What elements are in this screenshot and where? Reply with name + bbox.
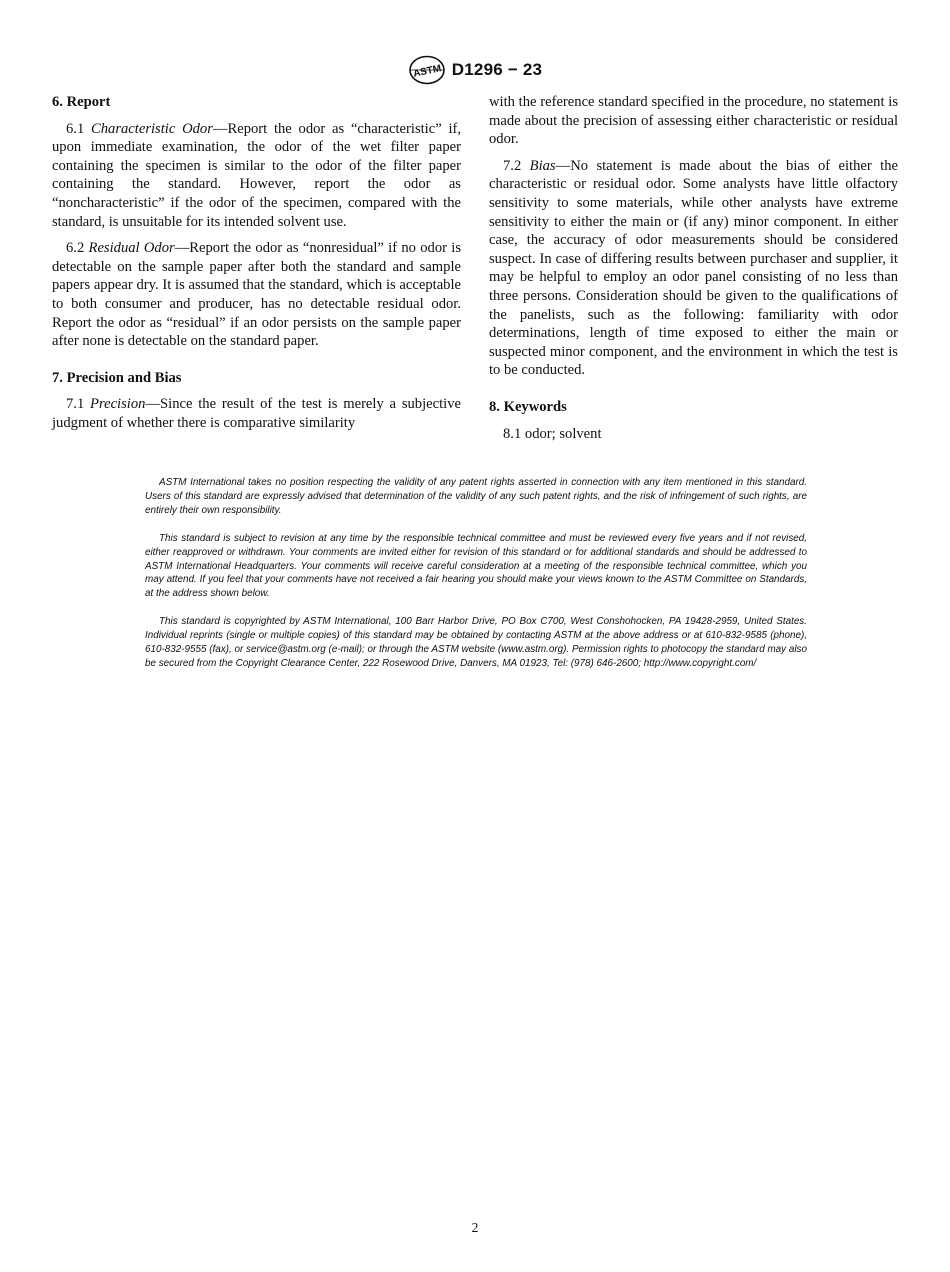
section-6-heading: 6. Report: [52, 94, 111, 110]
patent-notice: ASTM International takes no position respecting the validity of any patent rights asserted in connection with any item mentioned in this standard. Users of this standard are expressly advised that determination of the validity of any such patent rights, and the risk of infringement of such rights, are entirely their own responsibility.: [145, 477, 807, 516]
term-precision: Precision: [90, 396, 146, 413]
paragraph-7-2: 7.2 Bias—No statement is made about the bias of either the characteristic or residual odor. Some analysts have little olfactory sensitivity to some materials, while other analysts have extreme sensitivity to either the main or (if any) minor component. In either case, the accuracy of odor measurements should be considered suspect. In case of differing results between purchaser and supplier, it may be helpful to employ an odor panel consisting of no less than three persons. Consideration should be given to the qualifications of the panelists, such as the following: familiarity with odor determinations, length of time exposed to either the main or suspected minor component, and the environment in which the test is to be conducted.: [489, 157, 898, 379]
footer-notices: [145, 476, 807, 685]
svg-text:ASTM: ASTM: [412, 63, 443, 80]
term-characteristic-odor: Characteristic Odor: [91, 120, 213, 137]
copyright-notice: This standard is copyrighted by ASTM International, 100 Barr Harbor Drive, PO Box C700, West Conshohocken, PA 19428-2959, United States. Individual reprints (single or multiple copies) of this standard may be obtained by contacting ASTM at the above address or at 610-832-9585 (phone), 610-832-9555 (fax), or service@astm.org (e-mail); or through the ASTM website (www.astm.org). Permission rights to photocopy the standard may also be secured from the Copyright Clearance Center, 222 Rosewood Drive, Danvers, MA 01923, Tel: (978) 646-2600; http://www.copyright.com/: [145, 616, 807, 669]
astm-logo: [408, 55, 446, 85]
document-designation: D1296 − 23: [451, 60, 543, 79]
page-header: [0, 55, 950, 85]
paragraph-6-2: 6.2 Residual Odor—Report the odor as “nonresidual” if no odor is detectable on the sample paper after both the standard and sample papers appear dry. It is assumed that the standard, which is acceptable to both consumer and producer, has no detectable residual odor. Report the odor as “residual” if an odor persists on the sample paper after none is detectable on the standard paper.: [52, 240, 461, 350]
term-residual-odor: Residual Odor: [88, 240, 175, 257]
right-column: [489, 93, 898, 451]
left-column: [52, 93, 461, 441]
paragraph-7-1-continued: with the reference standard specified in the procedure, no statement is made about the precision of assessing either characteristic or residual odor.: [489, 94, 898, 148]
term-bias: Bias: [529, 157, 556, 174]
paragraph-8-1: 8.1 odor; solvent: [503, 425, 602, 442]
paragraph-7-1: 7.1 Precision—Since the result of the test is merely a subjective judgment of whether there is comparative similarity: [52, 396, 461, 431]
section-8-heading: 8. Keywords: [489, 398, 567, 415]
page-number: 2: [471, 1220, 479, 1235]
revision-notice: This standard is subject to revision at any time by the responsible technical committee and must be reviewed every five years and if not revised, either reapproved or withdrawn. Your comments are invited either for revision of this standard or for additional standards and should be addressed to ASTM International Headquarters. Your comments will receive careful consideration at a meeting of the responsible technical committee, which you may attend. If you feel that your comments have not received a fair hearing you should make your views known to the ASTM Committee on Standards, at the address shown below.: [145, 532, 807, 600]
section-7-heading: 7. Precision and Bias: [52, 369, 182, 386]
paragraph-6-1: 6.1 Characteristic Odor—Report the odor as “characteristic” if, upon immediate examination, the odor of the wet filter paper containing the specimen is similar to the odor of the filter paper containing the standard. However, report the odor as “noncharacteristic” if the odor of the specimen, compared with the standard, is unsuitable for its intended solvent use.: [52, 120, 462, 230]
